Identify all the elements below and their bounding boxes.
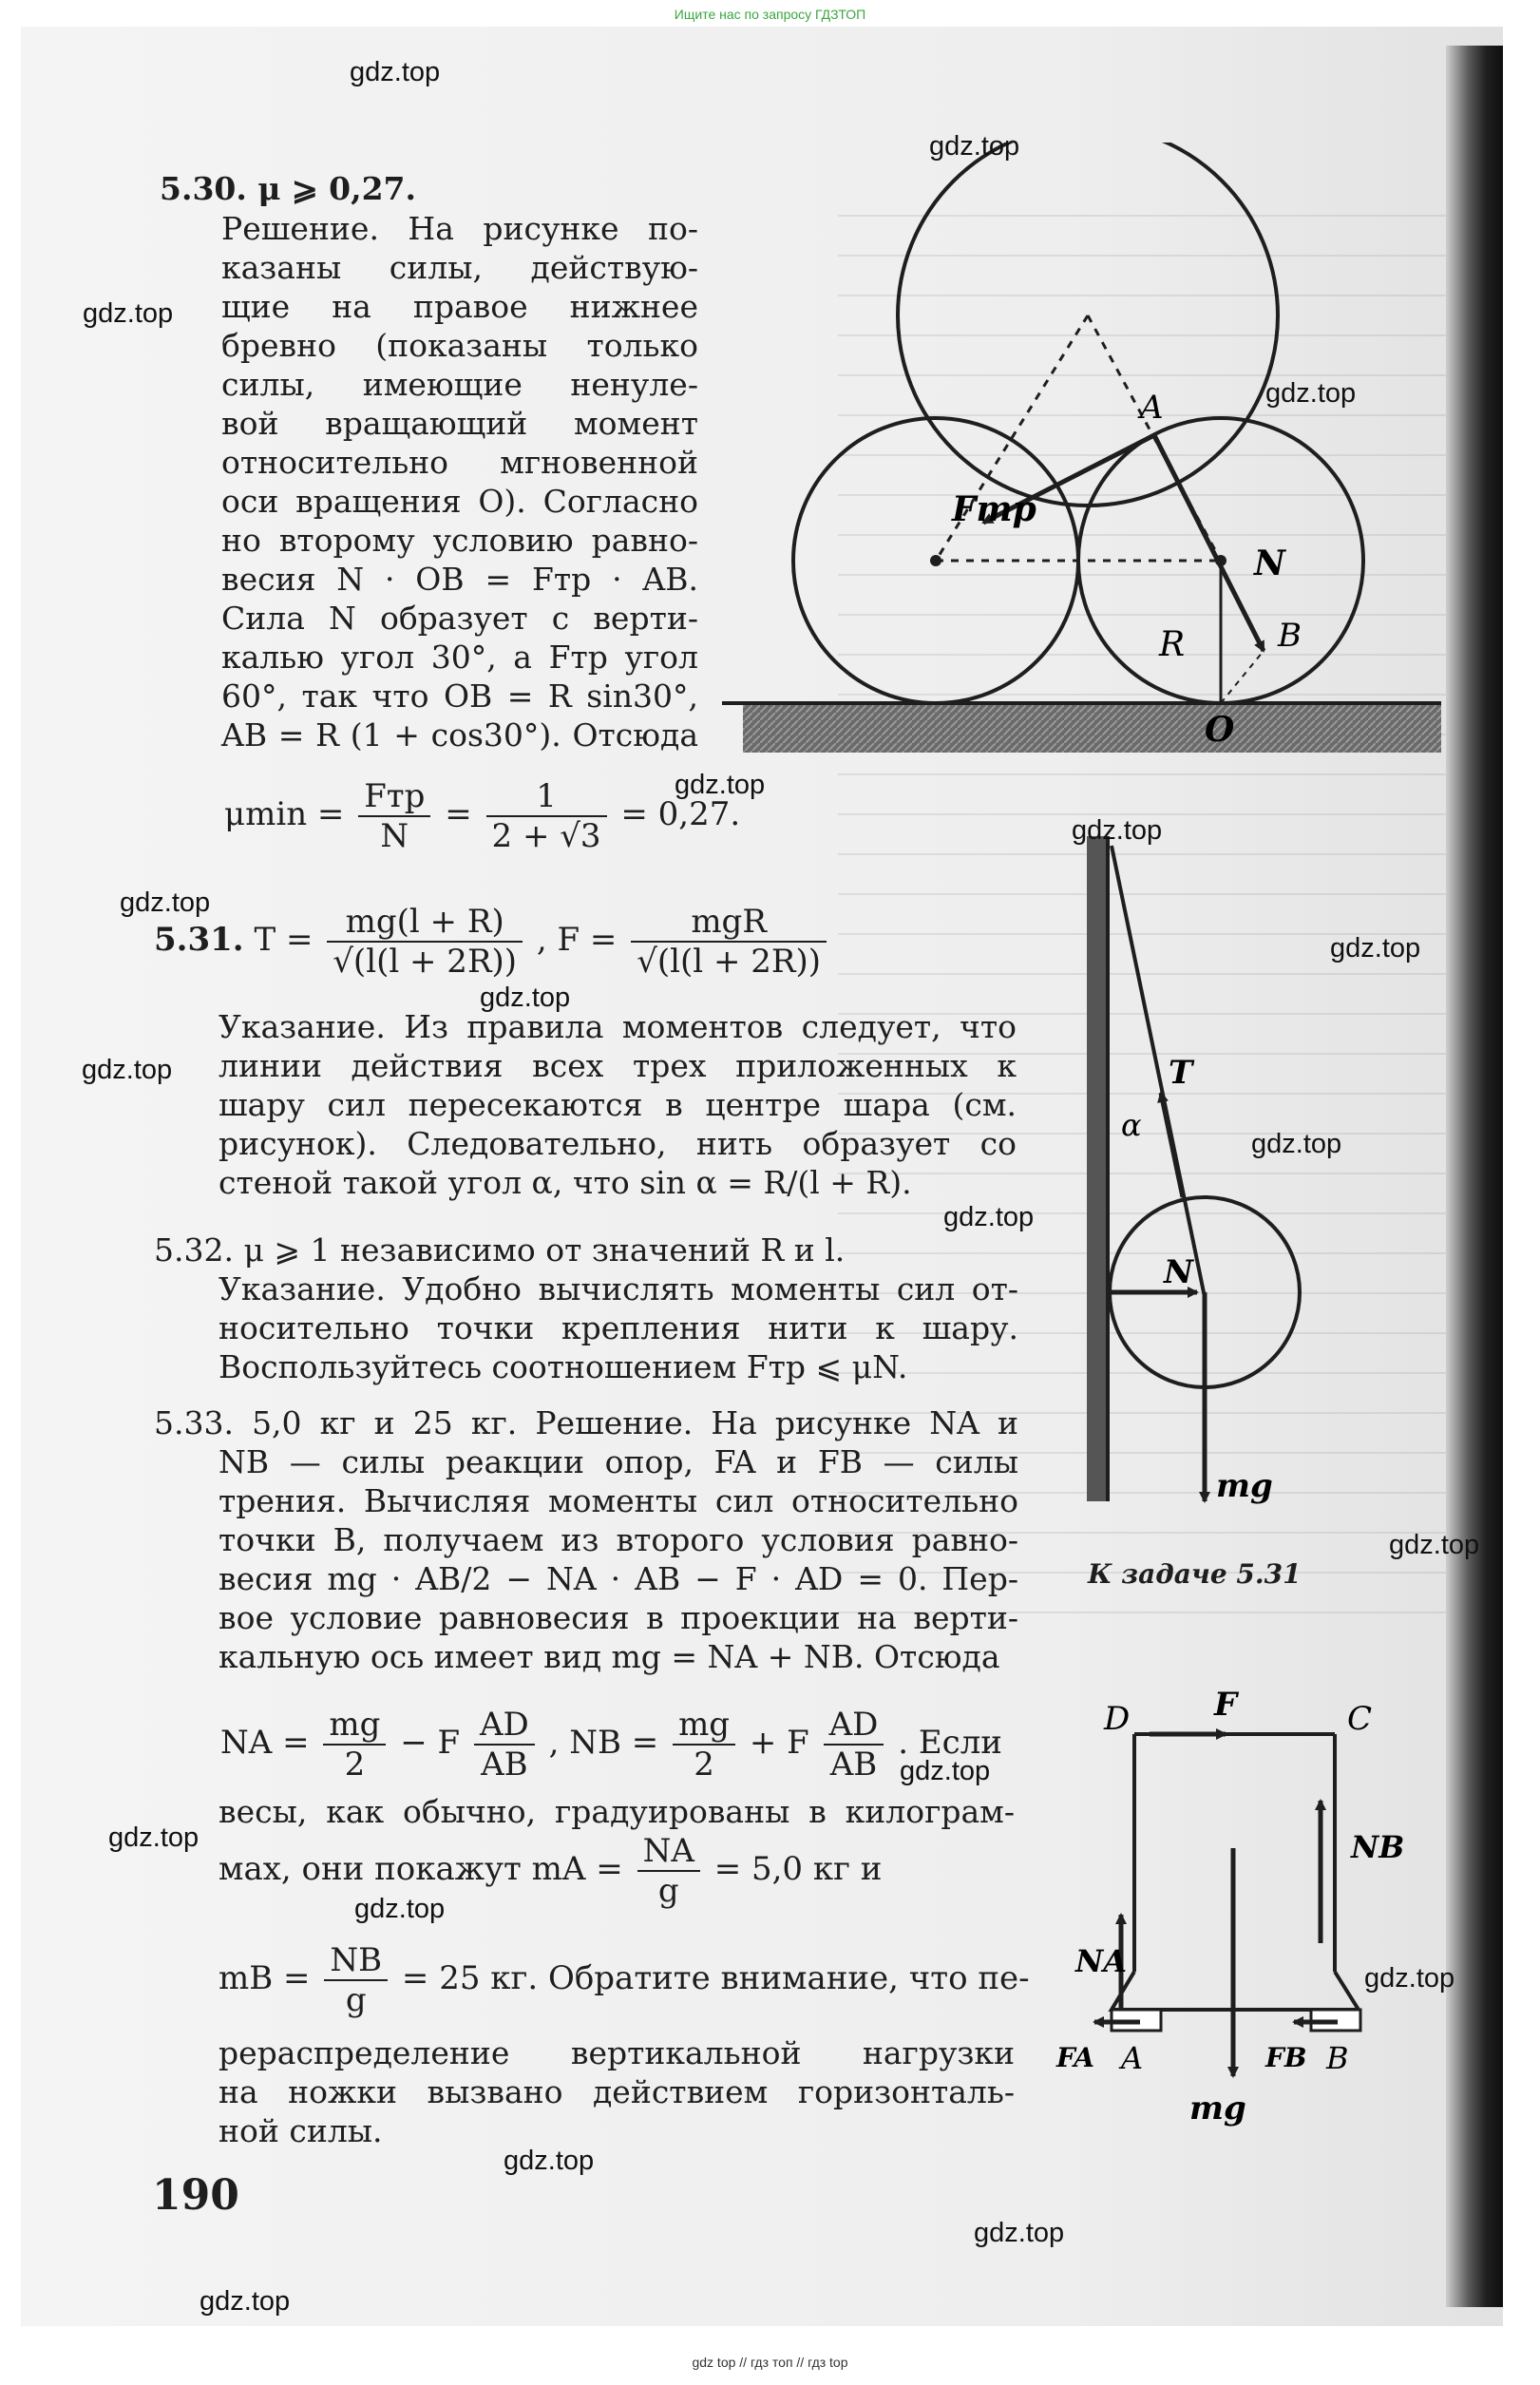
label-ftr: Fтр	[952, 489, 1036, 529]
answer-5-32	[154, 1231, 1018, 1386]
text-line: 5.32. μ ⩾ 1 независимо от значений R и l.	[154, 1231, 846, 1269]
watermark: gdz.top	[675, 770, 766, 800]
watermark: gdz.top	[82, 1055, 173, 1085]
label-mg: mg	[1216, 1467, 1273, 1505]
formula-mb	[219, 1941, 1030, 2019]
answer-5-30: 5.30. μ ⩾ 0,27.	[160, 170, 416, 207]
hint-5-31	[219, 1007, 1017, 1202]
denominator: g	[657, 1872, 679, 1910]
plus-f: + F	[749, 1724, 809, 1762]
text-line: относительно мгновенной	[221, 444, 698, 481]
fraction	[324, 1941, 388, 2019]
numerator: NA	[637, 1832, 700, 1872]
text-line: 5.33. 5,0 кг и 25 кг. Решение. На рисунке NA и	[154, 1404, 1018, 1441]
text-line: Воспользуйтесь соотношением Fтр ⩽ μN.	[219, 1348, 908, 1385]
fraction	[631, 903, 827, 981]
fraction	[358, 777, 430, 855]
fraction	[327, 903, 523, 981]
watermark: gdz.top	[120, 887, 211, 918]
formula-mu-min	[224, 777, 740, 855]
watermark: gdz.top	[1364, 1963, 1455, 1994]
solution-5-33-tail	[219, 2033, 1015, 2150]
numerator: 1	[486, 777, 607, 817]
watermark: gdz.top	[943, 1202, 1035, 1232]
figure-caption: К задаче 5.31	[1088, 1558, 1302, 1590]
numerator: NB	[324, 1941, 388, 1981]
banner-text: Ищите нас по запросу ГДЗТОП	[674, 7, 866, 22]
watermark: gdz.top	[504, 2146, 595, 2176]
equals: =	[445, 795, 472, 833]
footer	[0, 2353, 1540, 2371]
watermark: gdz.top	[108, 1822, 200, 1853]
text-line: Указание. Из правила моментов следует, что	[219, 1008, 1017, 1045]
hint-5-32	[154, 1269, 1018, 1386]
numerator: Fтр	[358, 777, 430, 817]
watermark: gdz.top	[1072, 815, 1163, 846]
watermark: gdz.top	[200, 2286, 291, 2317]
text-line: стеной такой угол α, что sin α = R/(l + R).	[219, 1164, 912, 1201]
formula-5-31	[154, 903, 830, 981]
text-line: линии действия всех трех приложенных к	[219, 1047, 1017, 1084]
denominator: AB	[829, 1746, 878, 1784]
label-n: N	[1254, 544, 1285, 583]
text-line: казаны силы, действую-	[221, 249, 698, 286]
text-line: на ножки вызвано действием горизонталь-	[219, 2073, 1015, 2110]
perpendicular	[1221, 651, 1264, 703]
mb-lhs: mB =	[219, 1959, 311, 1997]
ma-result: = 5,0 кг и	[713, 1850, 883, 1888]
top-banner	[0, 0, 1540, 29]
nb-lhs: , NB =	[548, 1724, 659, 1762]
text-line: Указание. Удобно вычислять моменты сил от-	[219, 1270, 1018, 1307]
minus-f: − F	[400, 1724, 461, 1762]
fraction	[323, 1706, 386, 1784]
problem-number: 5.31.	[154, 921, 244, 959]
watermark: gdz.top	[1251, 1129, 1342, 1159]
result: = 0,27.	[620, 795, 741, 833]
page-number: 190	[152, 2171, 239, 2220]
watermark: gdz.top	[1265, 378, 1357, 409]
watermark: gdz.top	[929, 131, 1020, 162]
text-line: точки B, получаем из второго условия равно-	[219, 1521, 1018, 1558]
denominator: 2	[344, 1746, 366, 1784]
label-fb: FB	[1265, 2042, 1307, 2073]
log-top	[898, 143, 1278, 506]
watermark: gdz.top	[354, 1894, 446, 1924]
text-line: оси вращения O). Согласно	[221, 483, 698, 520]
label-b: B	[1326, 2040, 1349, 2076]
fraction	[486, 777, 607, 855]
label-b: B	[1278, 617, 1302, 655]
text-line: силы, имеющие ненуле-	[221, 366, 698, 403]
na-lhs: NA =	[220, 1724, 310, 1762]
text-line: бревно (показаны только	[221, 327, 698, 364]
numerator: mg(l + R)	[327, 903, 523, 943]
ground	[743, 703, 1441, 753]
watermark: gdz.top	[1389, 1530, 1480, 1560]
tail: . Если	[898, 1724, 1002, 1762]
text-line: весия mg · AB/2 − NA · AB − F · AD = 0. Пер-	[219, 1560, 1018, 1597]
text-line: вой вращающий момент	[221, 405, 698, 442]
numerator: mg	[673, 1706, 735, 1746]
text-line: щие на правое нижнее	[221, 288, 698, 325]
tension-arrow	[1161, 1093, 1183, 1197]
t-lhs: T =	[254, 921, 314, 959]
fraction	[824, 1706, 884, 1784]
numerator: AD	[474, 1706, 535, 1746]
text-line: рераспределение вертикальной нагрузки	[219, 2034, 1015, 2071]
numerator: mgR	[631, 903, 827, 943]
numerator: mg	[323, 1706, 386, 1746]
denominator: √(l(l + 2R))	[637, 943, 822, 981]
text-line: AB = R (1 + cos30°). Отсюда	[221, 716, 698, 754]
label-r: R	[1159, 625, 1186, 664]
figure-logs	[722, 143, 1444, 760]
label-a: A	[1140, 389, 1164, 427]
numerator: AD	[824, 1706, 884, 1746]
normal-arrow	[1154, 435, 1264, 651]
label-nb: NB	[1351, 1829, 1405, 1865]
wall	[1087, 836, 1108, 1501]
text-line: NB — силы реакции опор, FA и FB — силы	[219, 1443, 1018, 1480]
label-n: N	[1164, 1253, 1194, 1291]
label-fa: FA	[1056, 2042, 1094, 2073]
fraction	[637, 1832, 700, 1910]
denominator: 2	[694, 1746, 714, 1784]
text-line: трения. Вычисляя моменты сил относительно	[219, 1482, 1018, 1519]
label-t: T	[1169, 1054, 1193, 1092]
text-line: калью угол 30°, а Fтр угол	[221, 639, 698, 676]
watermark: gdz.top	[1330, 933, 1421, 964]
text-line: Сила N образует с верти-	[221, 600, 698, 637]
label-f: F	[1214, 1686, 1238, 1724]
label-c: C	[1347, 1700, 1373, 1738]
denominator: 2 + √3	[491, 817, 601, 855]
watermark: gdz.top	[974, 2218, 1065, 2248]
text-line: 60°, так что OB = R sin30°,	[221, 677, 698, 715]
watermark: gdz.top	[350, 57, 441, 87]
text-line: кальную ось имеет вид mg = NA + NB. Отсюда	[219, 1638, 1000, 1675]
fraction	[673, 1706, 735, 1784]
denominator: AB	[481, 1746, 528, 1784]
denominator: g	[345, 1981, 367, 2019]
watermark: gdz.top	[900, 1756, 991, 1786]
text-line: вое условие равновесия в проекции на верти-	[219, 1599, 1018, 1636]
label-a: A	[1121, 2040, 1144, 2076]
label-na: NA	[1075, 1943, 1128, 1979]
figure-table	[1045, 1677, 1435, 2143]
text-line: рисунок). Следовательно, нить образует со	[219, 1125, 1017, 1162]
formula-na-nb	[220, 1706, 1002, 1784]
text-line: но второму условию равно-	[221, 522, 698, 559]
text-line: весы, как обычно, градуированы в килограм-	[219, 1793, 1015, 1830]
solution-5-30	[221, 209, 698, 754]
solution-body	[154, 1442, 1018, 1676]
watermark: gdz.top	[480, 983, 571, 1013]
text-line: Решение. На рисунке по-	[221, 210, 698, 247]
text-line: носительно точки крепления нити к шару.	[219, 1309, 1018, 1346]
text-line: весия N · OB = Fтр · AB.	[221, 561, 698, 598]
label-o: O	[1205, 710, 1235, 750]
denominator: √(l(l + 2R))	[333, 943, 518, 981]
formula-ma	[219, 1832, 882, 1910]
denominator: N	[380, 817, 409, 855]
mb-result: = 25 кг. Обратите внимание, что пе-	[401, 1959, 1030, 1997]
text-line: шару сил пересекаются в центре шара (см.	[219, 1086, 1017, 1123]
label-mg: mg	[1189, 2089, 1246, 2127]
watermark: gdz.top	[83, 298, 174, 329]
solution-5-33	[154, 1403, 1018, 1676]
footer-text: gdz top // гдз топ // гдз top	[692, 2355, 848, 2370]
formula-lhs: μmin =	[224, 795, 345, 833]
center-dot	[930, 555, 941, 566]
f-lhs: , F =	[536, 921, 618, 959]
fraction	[474, 1706, 535, 1784]
text-line: ной силы.	[219, 2112, 383, 2149]
label-d: D	[1104, 1700, 1131, 1738]
ma-lhs: мах, они покажут mA =	[219, 1850, 623, 1888]
label-alpha: α	[1121, 1107, 1142, 1143]
